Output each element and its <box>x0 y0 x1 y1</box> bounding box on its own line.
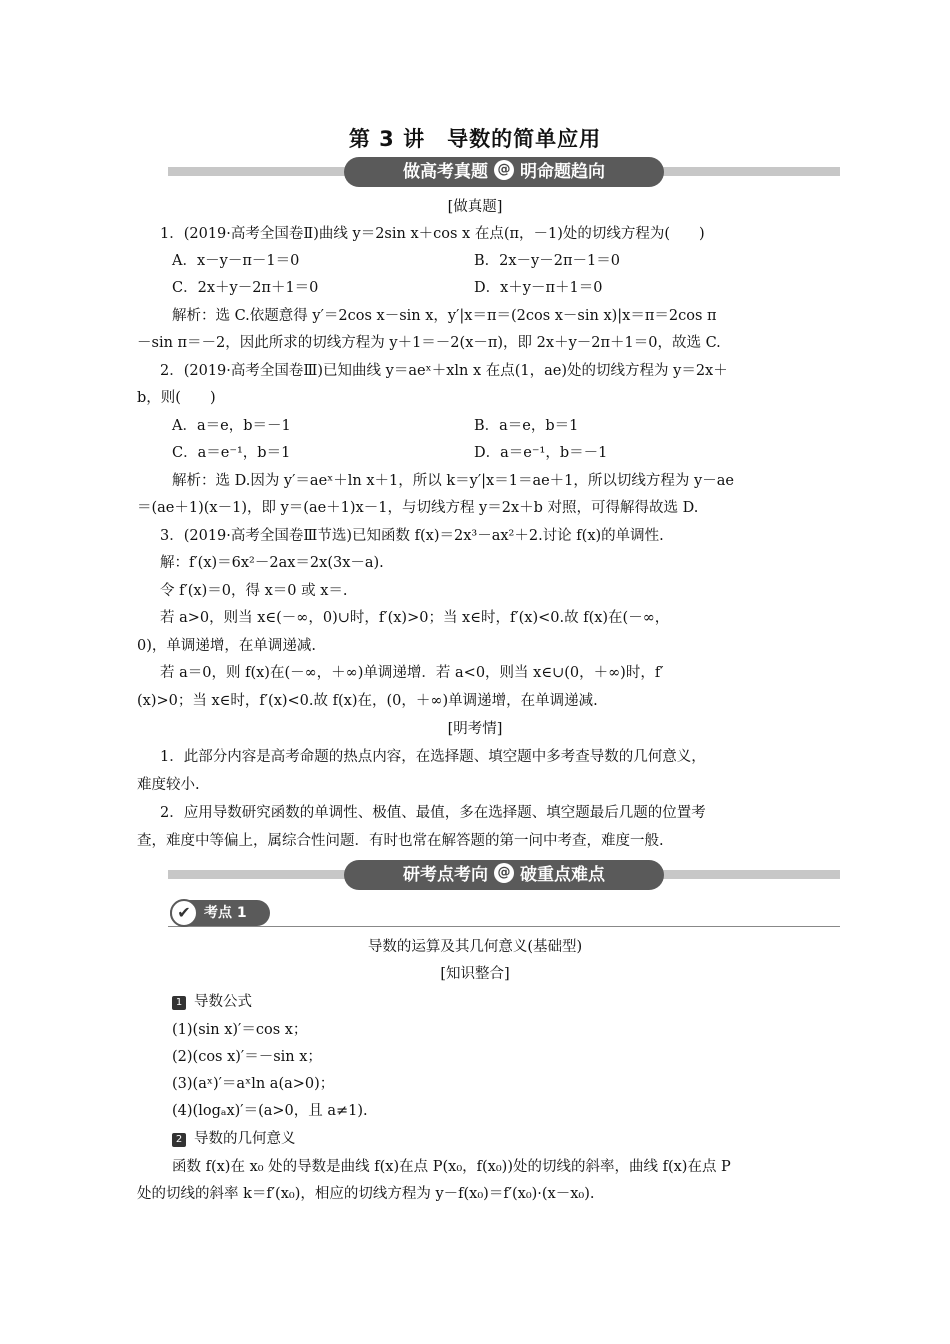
subheading-mingkaoqing: [明考情] <box>447 721 503 737</box>
subheading-zuozhenti: [做真题] <box>447 199 503 215</box>
option-a: A．x－y－π－1＝0 <box>172 253 300 269</box>
subheading-zhishizhenghe: [知识整合] <box>440 966 510 982</box>
solution-3-line-6: (x)>0；当 x∈时，f′(x)<0.故 f(x)在，(0，＋∞)单调递增，在单调递减. <box>137 693 598 709</box>
formula-1: (1)(sin x)′＝cos x； <box>172 1022 308 1038</box>
option-d: D．a＝e⁻¹，b＝－1 <box>474 445 608 461</box>
solution-2-line-2: ＝(ae＋1)(x－1)，即 y＝(ae＋1)x－1，与切线方程 y＝2x＋b 对照，可得解得故选 D. <box>137 500 699 516</box>
section-banner-zhenti <box>168 157 840 187</box>
kaodian-title: 导数的运算及其几何意义(基础型) <box>367 939 583 955</box>
meaning-line-1: 函数 f(x)在 x₀ 处的导数是曲线 f(x)在点 P(x₀，f(x₀))处的切线的斜率，曲线 f(x)在点 P <box>172 1159 731 1175</box>
solution-3-line-3: 若 a>0，则当 x∈(－∞，0)∪时，f′(x)>0；当 x∈时，f′(x)<0.故 f(x)在(－∞， <box>160 610 670 626</box>
banner-right-text: 破重点难点 <box>520 865 605 885</box>
solution-3-line-5: 若 a＝0，则 f(x)在(－∞，＋∞)单调递增．若 a<0，则当 x∈∪(0，＋∞)时，f′ <box>160 665 664 681</box>
number-badge: 2 <box>172 1133 186 1147</box>
question-2: 2．(2019·高考全国卷Ⅲ)已知曲线 y＝aeˣ＋xln x 在点(1，ae)处的切线方程为 y＝2x＋ <box>160 363 728 379</box>
option-d: D．x＋y－π＋1＝0 <box>474 280 603 296</box>
option-c: C．2x＋y－2π＋1＝0 <box>172 280 319 296</box>
point-2-heading <box>172 1129 296 1149</box>
option-b: B．a＝e，b＝1 <box>474 418 579 434</box>
kaoqing-1-line-2: 难度较小. <box>137 777 200 793</box>
meaning-line-2: 处的切线的斜率 k＝f′(x₀)，相应的切线方程为 y－f(x₀)＝f′(x₀)·(x－x₀). <box>137 1186 595 1202</box>
option-a: A．a＝e，b＝－1 <box>172 418 291 434</box>
banner-pill <box>344 157 664 187</box>
option-c: C．a＝e⁻¹，b＝1 <box>172 445 291 461</box>
formula-3: (3)(aˣ)′＝aˣln a(a>0)； <box>172 1076 335 1092</box>
banner-left-text: 做高考真题 <box>403 162 488 182</box>
point-1-label: 导数公式 <box>194 994 252 1010</box>
kaoqing-1-line-1: 1．此部分内容是高考命题的热点内容，在选择题、填空题中多考查导数的几何意义， <box>160 749 706 765</box>
at-icon: @ <box>494 863 514 883</box>
question-1: 1．(2019·高考全国卷Ⅱ)曲线 y＝2sin x＋cos x 在点(π，－1)处的切线方程为( ) <box>160 226 705 242</box>
solution-2-line-1: 解析：选 D.因为 y′＝aeˣ＋ln x＋1，所以 k＝y′|x＝1＝ae＋1，所以切线方程为 y－ae <box>172 473 734 489</box>
at-icon: @ <box>494 160 514 180</box>
question-3: 3．(2019·高考全国卷Ⅲ节选)已知函数 f(x)＝2x³－ax²＋2.讨论 f(x)的单调性. <box>160 528 664 544</box>
banner-left-text: 研考点考向 <box>403 865 488 885</box>
point-1-heading <box>172 992 252 1012</box>
question-2-cont: b，则( ) <box>137 390 216 406</box>
kaodian-rule <box>168 926 840 927</box>
solution-3-line-1: 解：f′(x)＝6x²－2ax＝2x(3x－a). <box>160 555 384 571</box>
solution-1-line-1: 解析：选 C.依题意得 y′＝2cos x－sin x，y′|x＝π＝(2cos x－sin x)|x＝π＝2cos π <box>172 308 717 324</box>
solution-3-line-4: 0)，单调递增，在单调递减. <box>137 638 316 654</box>
banner-pill <box>344 860 664 890</box>
point-2-label: 导数的几何意义 <box>194 1131 296 1147</box>
kaoqing-2-line-1: 2．应用导数研究函数的单调性、极值、最值，多在选择题、填空题最后几题的位置考 <box>160 805 706 821</box>
formula-2: (2)(cos x)′＝－sin x； <box>172 1049 322 1065</box>
kaoqing-2-line-2: 查，难度中等偏上，属综合性问题．有时也常在解答题的第一问中考查，难度一般. <box>137 833 664 849</box>
section-banner-kaodian <box>168 860 840 890</box>
solution-1-line-2: －sin π＝－2，因此所求的切线方程为 y＋1＝－2(x－π)，即 2x＋y－2π＋1＝0，故选 C. <box>137 335 721 351</box>
kaodian-label: 考点 1 <box>204 905 247 921</box>
banner-right-text: 明命题趋向 <box>520 162 605 182</box>
page-title: 第 3 讲 导数的简单应用 <box>348 127 602 151</box>
number-badge: 1 <box>172 996 186 1010</box>
formula-4: (4)(logₐx)′＝(a>0，且 a≠1). <box>172 1103 368 1119</box>
kaodian-badge <box>170 900 270 926</box>
option-b: B．2x－y－2π－1＝0 <box>474 253 620 269</box>
checkmark-icon: ✔ <box>170 899 198 927</box>
solution-3-line-2: 令 f′(x)＝0，得 x＝0 或 x＝. <box>160 583 348 599</box>
